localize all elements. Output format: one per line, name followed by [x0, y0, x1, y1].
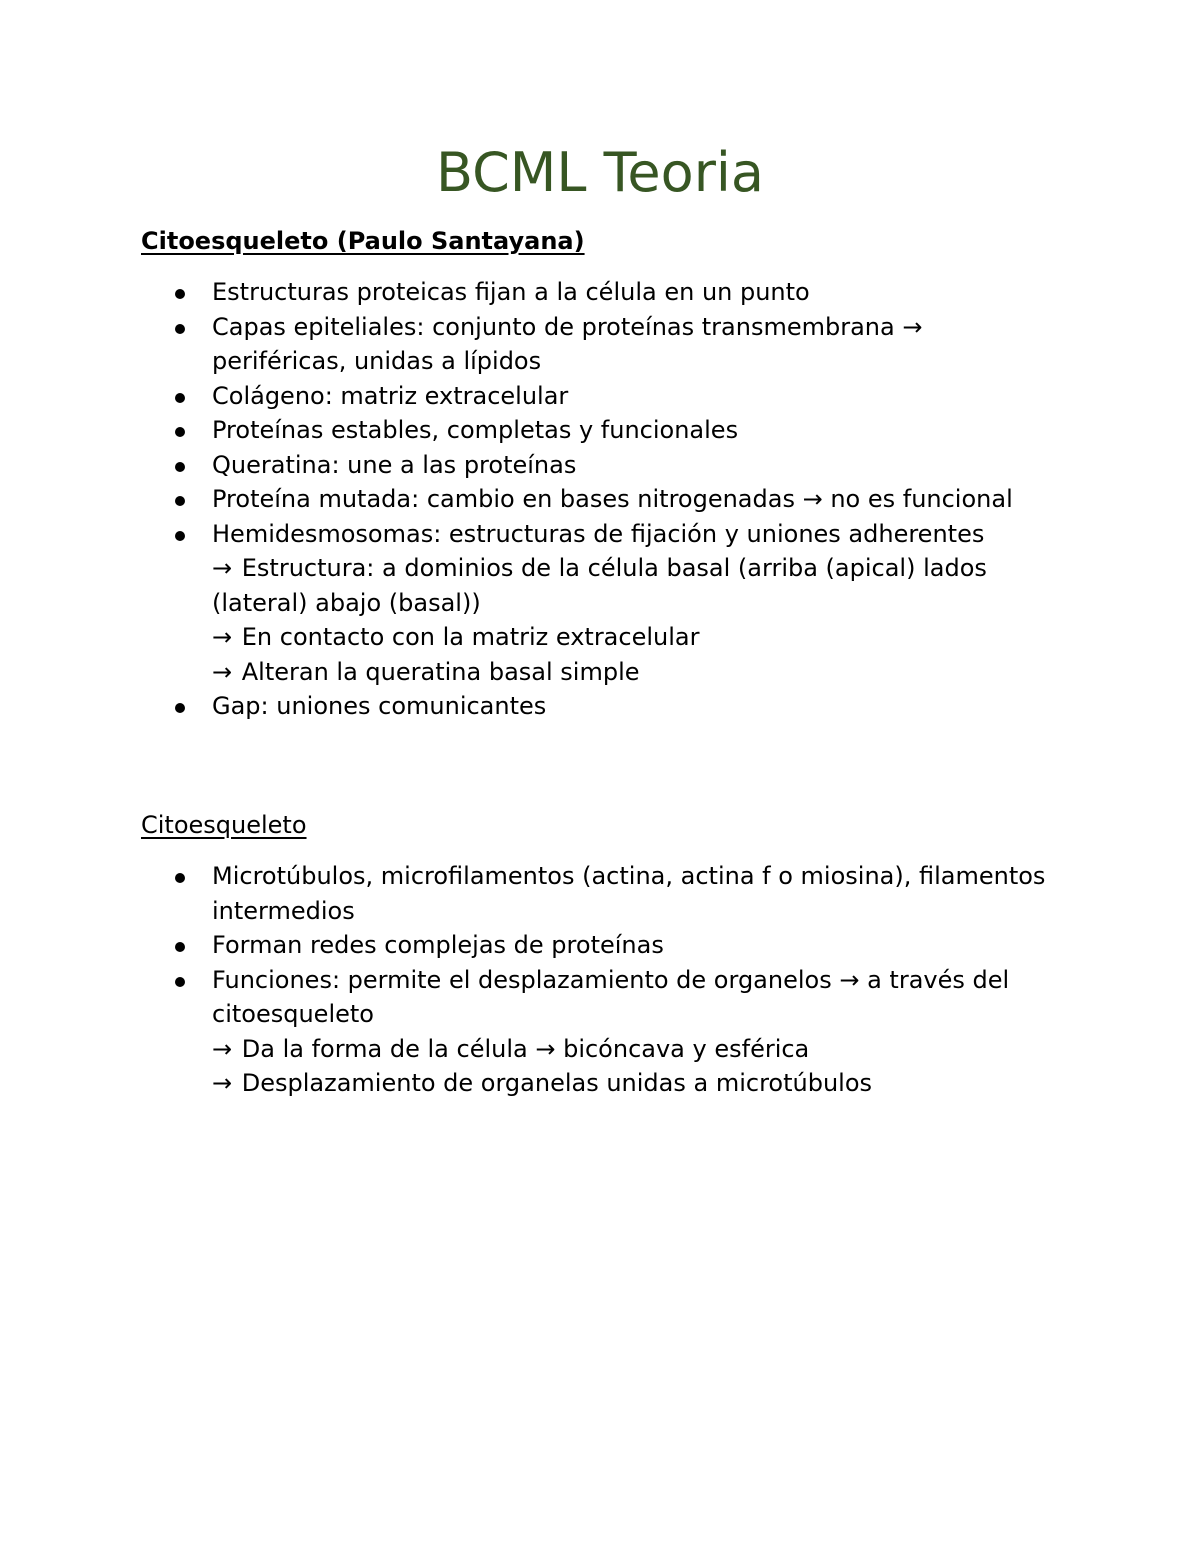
list-item-text: Funciones: permite el desplazamiento de organelos → a través del citoesqueleto [212, 965, 1010, 1028]
bullet-icon [175, 942, 185, 952]
sub-item [212, 1032, 1061, 1067]
bullet-icon [175, 703, 185, 713]
list-item [141, 413, 1061, 448]
arrow-right-icon: → [212, 623, 233, 651]
bullet-icon [175, 427, 185, 437]
list-item [141, 275, 1061, 310]
sub-item [212, 655, 1061, 690]
arrow-right-icon: → [212, 1034, 233, 1063]
bullet-icon [175, 393, 185, 403]
sub-item [212, 551, 1061, 620]
list-item [141, 448, 1061, 483]
document-title: BCML Teoria [435, 141, 764, 204]
list-item-text: Proteínas estables, completas y funcionales [212, 416, 739, 444]
list-item-text: Proteína mutada: cambio en bases nitrogenadas → no es funcional [212, 485, 1013, 513]
bullet-icon [175, 496, 185, 506]
bullet-list [141, 859, 1061, 1101]
list-item [141, 379, 1061, 414]
list-item [141, 482, 1061, 517]
list-item-text: Microtúbulos, microfilamentos (actina, actina f o miosina), filamentos intermedios [212, 862, 1046, 925]
section-heading: Citoesqueleto [141, 811, 307, 839]
bullet-icon [175, 873, 185, 883]
bullet-icon [175, 324, 185, 334]
arrow-right-icon: → [212, 554, 233, 582]
section-2 [141, 808, 1061, 1101]
list-item [141, 928, 1061, 963]
sub-item-text: Da la forma de la célula → bicóncava y esférica [241, 1034, 810, 1063]
sub-item-text: Estructura: a dominios de la célula basal (arriba (apical) lados (lateral) abajo (basal)) [212, 554, 987, 617]
sub-item-text: Alteran la queratina basal simple [241, 657, 640, 686]
sub-item [212, 1066, 1061, 1101]
list-item-text: Queratina: une a las proteínas [212, 450, 577, 479]
arrow-right-icon: → [212, 657, 233, 686]
bullet-icon [175, 289, 185, 299]
list-item-text: Estructuras proteicas fijan a la célula en un punto [212, 278, 810, 306]
list-item-text: Hemidesmosomas: estructuras de fijación y uniones adherentes [212, 519, 985, 548]
list-item [141, 859, 1061, 928]
sub-item-text: En contacto con la matriz extracelular [241, 623, 700, 651]
list-item [141, 963, 1061, 1101]
bullet-icon [175, 462, 185, 472]
list-item [141, 517, 1061, 690]
arrow-right-icon: → [212, 1069, 233, 1097]
bullet-list [141, 275, 1061, 724]
list-item-text: Capas epiteliales: conjunto de proteínas transmembrana → periféricas, unidas a lípidos [212, 312, 923, 375]
list-item-text: Gap: uniones comunicantes [212, 692, 547, 720]
list-item-text: Colágeno: matriz extracelular [212, 381, 569, 410]
sub-item [212, 620, 1061, 655]
bullet-icon [175, 977, 185, 987]
sub-item-text: Desplazamiento de organelas unidas a microtúbulos [241, 1069, 873, 1097]
bullet-icon [175, 531, 185, 541]
section-heading: Citoesqueleto (Paulo Santayana) [141, 227, 585, 255]
list-item [141, 310, 1061, 379]
list-item-text: Forman redes complejas de proteínas [212, 931, 664, 959]
section-1 [141, 224, 1061, 724]
list-item [141, 689, 1061, 724]
